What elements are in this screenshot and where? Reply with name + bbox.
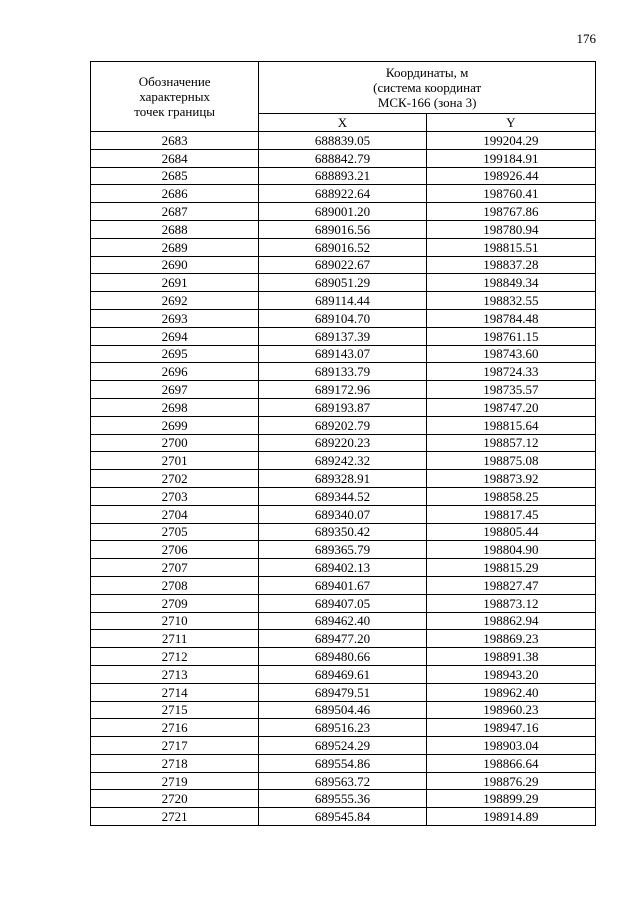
- x-coordinate-cell: 689016.56: [259, 220, 426, 238]
- point-id-cell: 2704: [91, 505, 259, 523]
- table-row: [91, 452, 596, 470]
- table-row: [91, 808, 596, 826]
- x-coordinate-cell: 689407.05: [259, 594, 426, 612]
- point-id-cell: 2685: [91, 167, 259, 185]
- point-designation-header: [91, 62, 259, 132]
- y-coordinate-cell: 198876.29: [426, 772, 595, 790]
- x-coordinate-cell: 689554.86: [259, 754, 426, 772]
- table-body: [91, 132, 596, 826]
- x-coordinate-cell: 689563.72: [259, 772, 426, 790]
- point-id-cell: 2705: [91, 523, 259, 541]
- table-row: [91, 630, 596, 648]
- table-row: [91, 203, 596, 221]
- table-row: [91, 363, 596, 381]
- x-coordinate-cell: 689220.23: [259, 434, 426, 452]
- y-coordinate-cell: 198943.20: [426, 665, 595, 683]
- x-coordinate-cell: 689051.29: [259, 274, 426, 292]
- point-id-cell: 2716: [91, 719, 259, 737]
- x-coordinate-cell: 689504.46: [259, 701, 426, 719]
- point-id-cell: 2706: [91, 541, 259, 559]
- y-coordinate-cell: 198767.86: [426, 203, 595, 221]
- table-row: [91, 149, 596, 167]
- table-row: [91, 132, 596, 150]
- point-id-cell: 2701: [91, 452, 259, 470]
- point-id-cell: 2686: [91, 185, 259, 203]
- y-coordinate-cell: 198815.29: [426, 559, 595, 577]
- x-coordinate-cell: 689242.32: [259, 452, 426, 470]
- table-row: [91, 612, 596, 630]
- point-id-cell: 2715: [91, 701, 259, 719]
- y-coordinate-cell: 198914.89: [426, 808, 595, 826]
- x-coordinate-cell: 688922.64: [259, 185, 426, 203]
- table-row: [91, 576, 596, 594]
- table-header: [91, 62, 596, 132]
- x-coordinate-cell: 689555.36: [259, 790, 426, 808]
- y-coordinate-cell: 198869.23: [426, 630, 595, 648]
- y-coordinate-cell: 198857.12: [426, 434, 595, 452]
- y-coordinate-cell: 198899.29: [426, 790, 595, 808]
- y-coordinate-cell: 198804.90: [426, 541, 595, 559]
- point-id-cell: 2702: [91, 470, 259, 488]
- point-id-cell: 2696: [91, 363, 259, 381]
- table-row: [91, 220, 596, 238]
- coordinates-header: [259, 62, 596, 114]
- y-coordinate-cell: 198747.20: [426, 398, 595, 416]
- point-id-cell: 2695: [91, 345, 259, 363]
- point-id-cell: 2692: [91, 292, 259, 310]
- table-row: [91, 665, 596, 683]
- point-id-cell: 2691: [91, 274, 259, 292]
- point-id-cell: 2698: [91, 398, 259, 416]
- point-id-cell: 2683: [91, 132, 259, 150]
- point-id-cell: 2690: [91, 256, 259, 274]
- y-coordinate-cell: 198962.40: [426, 683, 595, 701]
- table-row: [91, 719, 596, 737]
- y-coordinate-cell: 198926.44: [426, 167, 595, 185]
- y-coordinate-cell: 198849.34: [426, 274, 595, 292]
- table-row: [91, 790, 596, 808]
- y-coordinate-cell: 198780.94: [426, 220, 595, 238]
- y-coordinate-cell: 198817.45: [426, 505, 595, 523]
- x-coordinate-cell: 689202.79: [259, 416, 426, 434]
- x-coordinate-cell: 689340.07: [259, 505, 426, 523]
- point-id-cell: 2712: [91, 648, 259, 666]
- y-coordinate-cell: 198903.04: [426, 737, 595, 755]
- y-coordinate-cell: 198760.41: [426, 185, 595, 203]
- x-coordinate-cell: 689401.67: [259, 576, 426, 594]
- y-coordinate-cell: 198724.33: [426, 363, 595, 381]
- y-coordinate-cell: 198805.44: [426, 523, 595, 541]
- table-row: [91, 487, 596, 505]
- x-column-header: X: [259, 114, 426, 132]
- page-number: 176: [576, 31, 596, 46]
- table-row: [91, 292, 596, 310]
- x-coordinate-cell: 689016.52: [259, 238, 426, 256]
- y-coordinate-cell: 198815.51: [426, 238, 595, 256]
- y-coordinate-cell: 198873.12: [426, 594, 595, 612]
- point-id-cell: 2717: [91, 737, 259, 755]
- point-id-cell: 2713: [91, 665, 259, 683]
- x-coordinate-cell: 689172.96: [259, 381, 426, 399]
- table-row: [91, 185, 596, 203]
- x-coordinate-cell: 689480.66: [259, 648, 426, 666]
- x-coordinate-cell: 689469.61: [259, 665, 426, 683]
- y-coordinate-cell: 198960.23: [426, 701, 595, 719]
- x-coordinate-cell: 689328.91: [259, 470, 426, 488]
- y-coordinate-cell: 199204.29: [426, 132, 595, 150]
- table-row: [91, 754, 596, 772]
- x-coordinate-cell: 689350.42: [259, 523, 426, 541]
- table-row: [91, 701, 596, 719]
- point-id-cell: 2721: [91, 808, 259, 826]
- header-line: (система координат: [373, 80, 482, 95]
- point-id-cell: 2694: [91, 327, 259, 345]
- table-row: [91, 416, 596, 434]
- point-id-cell: 2707: [91, 559, 259, 577]
- y-coordinate-cell: 198784.48: [426, 309, 595, 327]
- point-id-cell: 2699: [91, 416, 259, 434]
- point-id-cell: 2700: [91, 434, 259, 452]
- header-line: МСК-166 (зона 3): [377, 95, 477, 110]
- table-row: [91, 683, 596, 701]
- table-row: [91, 737, 596, 755]
- x-coordinate-cell: 689133.79: [259, 363, 426, 381]
- point-id-cell: 2684: [91, 149, 259, 167]
- x-coordinate-cell: 688893.21: [259, 167, 426, 185]
- x-coordinate-cell: 689402.13: [259, 559, 426, 577]
- y-coordinate-cell: 198735.57: [426, 381, 595, 399]
- y-coordinate-cell: 199184.91: [426, 149, 595, 167]
- table-row: [91, 772, 596, 790]
- x-coordinate-cell: 688842.79: [259, 149, 426, 167]
- table-row: [91, 167, 596, 185]
- table-row: [91, 398, 596, 416]
- x-coordinate-cell: 689143.07: [259, 345, 426, 363]
- table-row: [91, 594, 596, 612]
- point-id-cell: 2720: [91, 790, 259, 808]
- y-coordinate-cell: 198866.64: [426, 754, 595, 772]
- x-coordinate-cell: 689462.40: [259, 612, 426, 630]
- table-row: [91, 327, 596, 345]
- x-coordinate-cell: 689477.20: [259, 630, 426, 648]
- table-row: [91, 559, 596, 577]
- x-coordinate-cell: 689104.70: [259, 309, 426, 327]
- table-row: [91, 470, 596, 488]
- header-line: характерных: [139, 89, 210, 104]
- point-id-cell: 2703: [91, 487, 259, 505]
- table-row: [91, 541, 596, 559]
- y-coordinate-cell: 198837.28: [426, 256, 595, 274]
- x-coordinate-cell: 689137.39: [259, 327, 426, 345]
- y-coordinate-cell: 198832.55: [426, 292, 595, 310]
- point-id-cell: 2709: [91, 594, 259, 612]
- y-coordinate-cell: 198873.92: [426, 470, 595, 488]
- point-id-cell: 2687: [91, 203, 259, 221]
- x-coordinate-cell: 689365.79: [259, 541, 426, 559]
- y-coordinate-cell: 198761.15: [426, 327, 595, 345]
- table-row: [91, 256, 596, 274]
- header-line: Обозначение: [138, 74, 211, 89]
- point-id-cell: 2708: [91, 576, 259, 594]
- table-row: [91, 309, 596, 327]
- point-id-cell: 2697: [91, 381, 259, 399]
- y-coordinate-cell: 198743.60: [426, 345, 595, 363]
- x-coordinate-cell: 689022.67: [259, 256, 426, 274]
- table-row: [91, 434, 596, 452]
- y-coordinate-cell: 198875.08: [426, 452, 595, 470]
- x-coordinate-cell: 689193.87: [259, 398, 426, 416]
- table-row: [91, 381, 596, 399]
- table-row: [91, 505, 596, 523]
- y-coordinate-cell: 198858.25: [426, 487, 595, 505]
- point-id-cell: 2711: [91, 630, 259, 648]
- x-coordinate-cell: 688839.05: [259, 132, 426, 150]
- x-coordinate-cell: 689479.51: [259, 683, 426, 701]
- coordinates-table: [90, 61, 596, 826]
- header-line: точек границы: [134, 104, 216, 119]
- y-coordinate-cell: 198815.64: [426, 416, 595, 434]
- table-row: [91, 648, 596, 666]
- point-id-cell: 2719: [91, 772, 259, 790]
- table-row: [91, 274, 596, 292]
- y-coordinate-cell: 198947.16: [426, 719, 595, 737]
- x-coordinate-cell: 689344.52: [259, 487, 426, 505]
- table-row: [91, 238, 596, 256]
- x-coordinate-cell: 689545.84: [259, 808, 426, 826]
- x-coordinate-cell: 689524.29: [259, 737, 426, 755]
- point-id-cell: 2689: [91, 238, 259, 256]
- y-column-header: Y: [426, 114, 595, 132]
- point-id-cell: 2718: [91, 754, 259, 772]
- point-id-cell: 2688: [91, 220, 259, 238]
- header-line: Координаты, м: [385, 65, 469, 80]
- point-id-cell: 2714: [91, 683, 259, 701]
- x-coordinate-cell: 689516.23: [259, 719, 426, 737]
- x-coordinate-cell: 689114.44: [259, 292, 426, 310]
- x-coordinate-cell: 689001.20: [259, 203, 426, 221]
- point-id-cell: 2693: [91, 309, 259, 327]
- y-coordinate-cell: 198862.94: [426, 612, 595, 630]
- table-row: [91, 523, 596, 541]
- y-coordinate-cell: 198827.47: [426, 576, 595, 594]
- y-coordinate-cell: 198891.38: [426, 648, 595, 666]
- point-id-cell: 2710: [91, 612, 259, 630]
- table-row: [91, 345, 596, 363]
